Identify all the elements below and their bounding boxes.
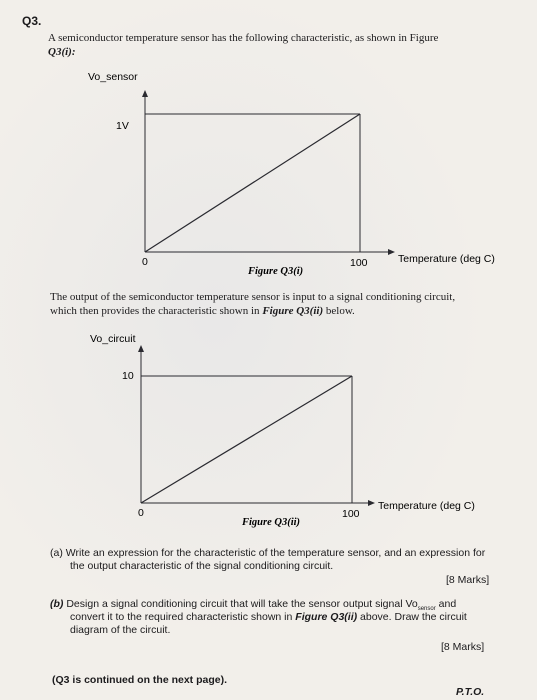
mid-paragraph-line-1: The output of the semiconductor temperature sensor is input to a signal conditioning circuit,: [50, 291, 456, 303]
part-b-line-1: [50, 598, 456, 612]
x-tick-label-0: 0: [138, 507, 144, 519]
mid-text-a: which then provides the characteristic shown in: [50, 305, 263, 317]
part-b-line-2: [70, 611, 467, 623]
part-a-text-1: Write an expression for the characteristic of the temperature sensor, and an expression for: [65, 547, 486, 559]
pto-label: P.T.O.: [456, 686, 485, 698]
part-b-text-1b: and: [435, 598, 457, 610]
intro-line-1: A semiconductor temperature sensor has the following characteristic, as shown in Figure: [48, 32, 439, 44]
continued-note: (Q3 is continued on the next page).: [52, 674, 228, 686]
figure-caption: Figure Q3(ii): [242, 517, 301, 528]
part-b-text-2a: convert it to the required characteristic shown in: [70, 611, 296, 623]
x-axis-label: Temperature (deg C): [398, 253, 495, 265]
figure-caption: Figure Q3(i): [248, 266, 304, 277]
y-axis-label: Vo_sensor: [88, 71, 138, 83]
x-axis-arrow: [368, 500, 375, 506]
part-b-marks: [8 Marks]: [441, 641, 485, 653]
x-tick-label-0: 0: [142, 256, 148, 268]
part-a-line-1: [50, 547, 485, 559]
part-b-text-2b: above. Draw the circuit: [357, 611, 467, 623]
part-a-label: (a): [50, 547, 63, 559]
mid-figure-ref: Figure Q3(ii): [262, 305, 324, 317]
part-b-line-3: diagram of the circuit.: [70, 624, 171, 636]
intro-line-2: Q3(i):: [48, 46, 76, 58]
y-axis-label: Vo_circuit: [90, 333, 136, 345]
x-tick-label-100: 100: [350, 257, 368, 269]
part-a-marks: [8 Marks]: [446, 574, 490, 586]
y-tick-label-max: 1V: [116, 120, 129, 132]
mid-text-b: below.: [323, 305, 355, 317]
part-b-label: (b): [50, 598, 64, 610]
part-b-text-1a: Design a signal conditioning circuit that will take the sensor output signal Vo: [66, 598, 418, 610]
part-b-figure-ref: Figure Q3(ii): [295, 611, 358, 623]
x-tick-label-100: 100: [342, 508, 360, 520]
characteristic-line: [141, 376, 352, 503]
y-tick-label-max: 10: [122, 370, 134, 382]
question-number: Q3.: [22, 14, 42, 28]
x-axis-label: Temperature (deg C): [378, 500, 475, 512]
part-a-line-2: the output characteristic of the signal conditioning circuit.: [70, 560, 334, 572]
y-axis-arrow: [138, 345, 144, 352]
part-b-subscript: sensor: [417, 606, 436, 613]
